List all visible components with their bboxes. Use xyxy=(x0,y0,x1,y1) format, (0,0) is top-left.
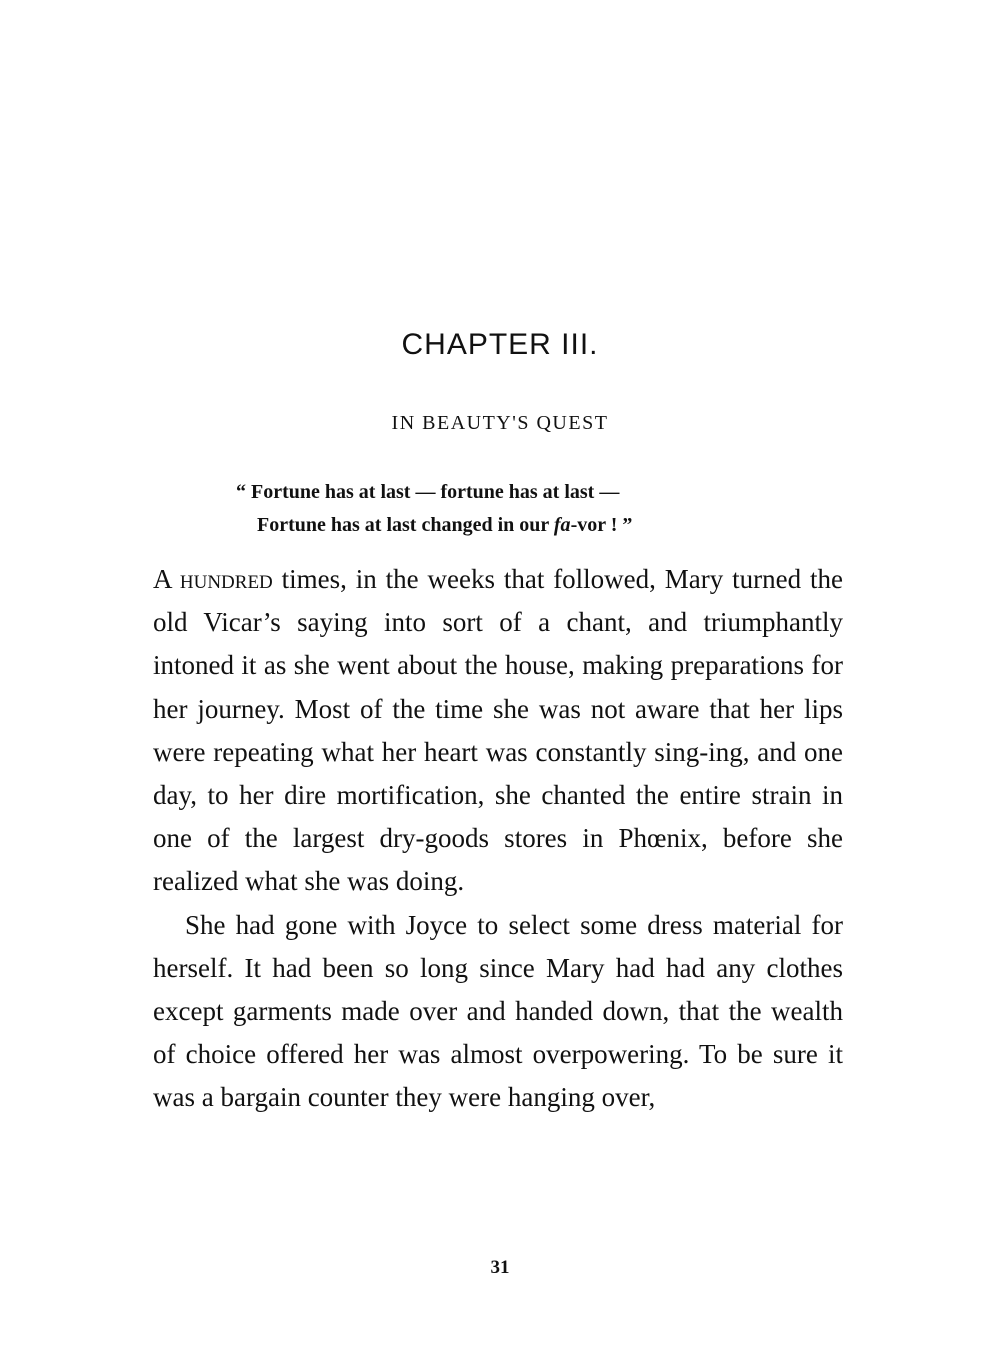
body-text xyxy=(153,558,843,1120)
epigraph-line-2-end: -vor ! ” xyxy=(570,514,633,536)
page-number: 31 xyxy=(490,1257,510,1278)
paragraph-1-text: times, in the weeks that followed, Mary turned the old Vicar’s saying into sort of a chant, and triumphantly intoned it as she went about the house, making preparations for her journey. Most of the time she was not aware that her lips were repeating what her heart was constantly sing-ing, and one day, to her dire mortification, she chanted the entire strain in one of the largest dry-goods stores in Phœnix, before she realized what she was doing. xyxy=(153,564,843,897)
paragraph-2: She had gone with Joyce to select some dress material for herself. It had been so long since Mary had had any clothes except garments made over and handed down, that the wealth of choice offered her was almost overpowering. To be sure it was a bargain counter they were hanging over, xyxy=(153,909,843,1113)
paragraph-1-lead: A hundred xyxy=(153,564,273,594)
chapter-title: CHAPTER III. xyxy=(401,328,599,361)
epigraph-line-2-italic: fa xyxy=(553,514,571,536)
epigraph xyxy=(236,476,796,542)
paragraph-1 xyxy=(153,558,843,904)
chapter-subtitle: IN BEAUTY'S QUEST xyxy=(391,412,609,434)
epigraph-line-2-start: Fortune has at last changed in our xyxy=(257,514,554,536)
epigraph-line-2 xyxy=(236,509,796,542)
epigraph-line-1: “ Fortune has at last — fortune has at last — xyxy=(236,481,620,503)
